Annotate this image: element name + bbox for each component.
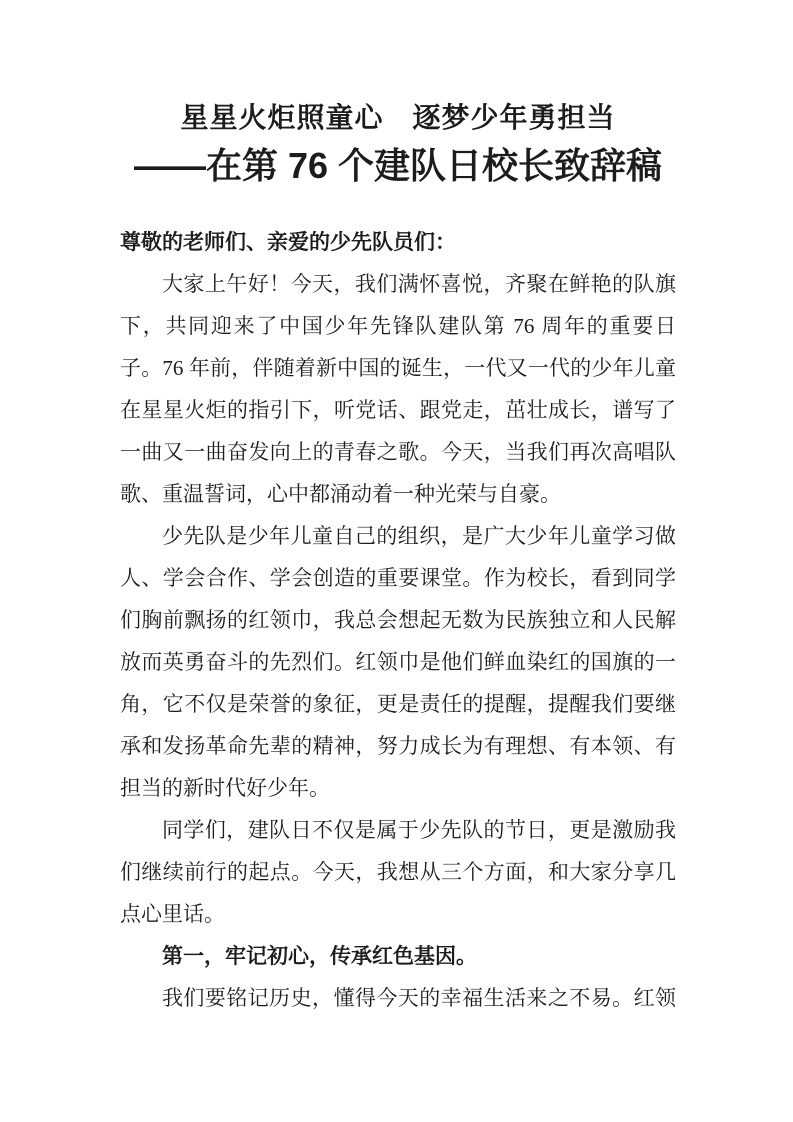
paragraph-4-clipped: 我们要铭记历史，懂得今天的幸福生活来之不易。红领	[162, 986, 676, 1010]
document-title: 星星火炬照童心 逐梦少年勇担当	[180, 102, 616, 133]
paragraph-3: 同学们，建队日不仅是属于少先队的节日，更是激励我们继续前行的起点。今天，我想从三个方面，和大家分享几点心里话。	[120, 818, 676, 926]
section-heading-1: 第一，牢记初心，传承红色基因。	[162, 944, 477, 968]
paragraph-2: 少先队是少年儿童自己的组织，是广大少年儿童学习做人、学会合作、学会创造的重要课堂。作为校长，看到同学们胸前飘扬的红领巾，我总会想起无数为民族独立和人民解放而英勇奋斗的先烈们。红领巾是他们鲜血染红的国旗的一角，它不仅是荣誉的象征，更是责任的提醒，提醒我们要继承和发扬革命先辈的精神，努力成长为有理想、有本领、有担当的新时代好少年。	[120, 524, 676, 800]
document-body	[120, 221, 676, 1019]
salutation: 尊敬的老师们、亲爱的少先队员们：	[120, 230, 456, 254]
document-subtitle: ——在第 76 个建队日校长致辞稿	[133, 145, 663, 186]
paragraph-1: 大家上午好！今天，我们满怀喜悦，齐聚在鲜艳的队旗下，共同迎来了中国少年先锋队建队第 76 周年的重要日子。76 年前，伴随着新中国的诞生，一代又一代的少年儿童在星星火炬的指引下，听党话、跟党走，茁壮成长，谱写了一曲又一曲奋发向上的青春之歌。今天，当我们再次高唱队歌、重温誓词，心中都涌动着一种光荣与自豪。	[120, 272, 676, 506]
